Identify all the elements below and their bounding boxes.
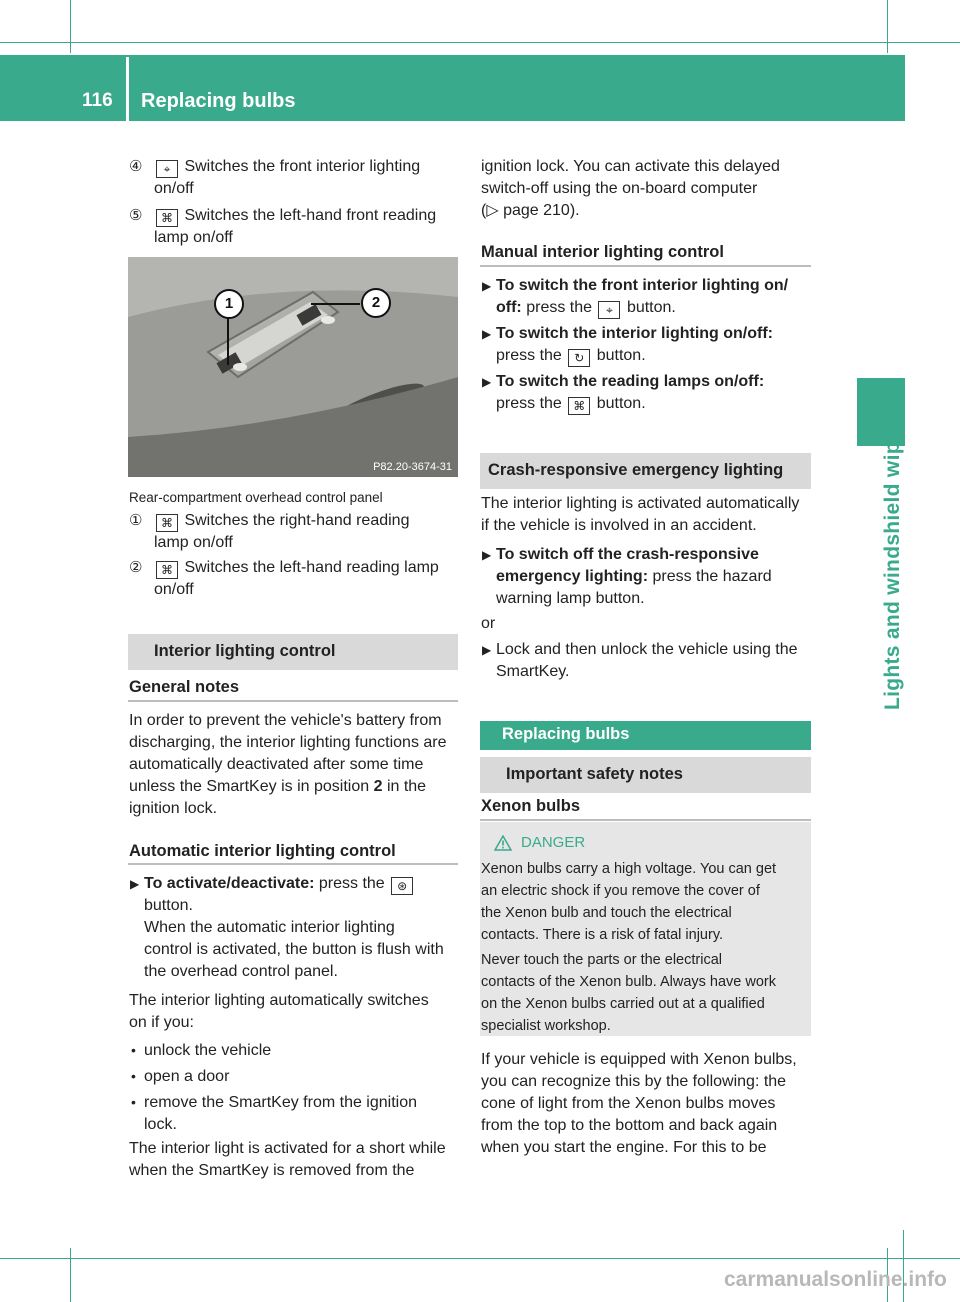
bullet-item: unlock the vehicle [144, 1042, 272, 1059]
crop-mark [70, 1248, 71, 1302]
manual-step-2-rest: press the [496, 347, 562, 364]
heading-rule [480, 265, 811, 267]
crop-mark [887, 0, 888, 53]
switches-line-2: on if you: [129, 1014, 194, 1031]
xenon-line-4: from the top to the bottom and back again [481, 1117, 778, 1134]
photo-caption: Rear-compartment overhead control panel [129, 490, 383, 505]
general-line-3: automatically deactivated after some time [129, 756, 424, 773]
reading-lamp-icon: ⌘ [156, 514, 178, 532]
xenon-line-2: you can recognize this by the following: the [481, 1073, 787, 1090]
general-line-4 [129, 776, 426, 798]
item-4-cont: on/off [154, 180, 194, 197]
bullet-icon: • [131, 1068, 136, 1084]
bullet-icon: • [131, 1042, 136, 1058]
danger-line-5: Never touch the parts or the electrical [481, 952, 722, 968]
interior-light-icon: ↻ [568, 349, 590, 367]
item-4-label: Switches the front interior lighting [184, 158, 421, 175]
overhead-panel-illustration [128, 257, 458, 477]
general-notes-heading: General notes [129, 678, 240, 696]
final-line-2: when the SmartKey is removed from the [129, 1162, 415, 1179]
bullet-item: open a door [144, 1068, 230, 1085]
auto-light-icon: ⊛ [391, 877, 413, 895]
position-after: in the [386, 778, 427, 795]
bullet-item: remove the SmartKey from the ignition [144, 1094, 418, 1111]
reading-lamp-icon: ⌘ [568, 397, 590, 415]
item-4-text [154, 156, 420, 178]
header-bar [0, 55, 905, 121]
danger-line-2: an electric shock if you remove the cover of [481, 883, 760, 899]
crop-mark [0, 42, 960, 43]
callout-4: ④ [129, 158, 143, 175]
header-separator [126, 57, 129, 121]
item-2-text [154, 557, 439, 579]
xenon-line-1: If your vehicle is equipped with Xenon bulbs, [481, 1051, 797, 1068]
right-top-line-2: switch-off using the on-board computer [481, 180, 758, 197]
manual-step-2-line [496, 345, 646, 367]
activate-rest: press the [318, 875, 385, 892]
manual-step-1-line [496, 297, 676, 319]
crash-step-line2 [496, 566, 772, 588]
section-heading: Replacing bulbs [502, 725, 630, 743]
photo-reference: P82.20-3674-31 [373, 461, 452, 473]
section-heading: Important safety notes [506, 765, 683, 783]
manual-step-1-after: button. [626, 299, 676, 316]
danger-line-6: contacts of the Xenon bulb. Always have work [481, 974, 777, 990]
reading-lamp-icon: ⌘ [156, 209, 178, 227]
manual-step-3-rest: press the [496, 395, 562, 412]
manual-heading: Manual interior lighting control [481, 243, 724, 261]
manual-step-1-bold: To switch the front interior lighting on/ [496, 277, 789, 294]
general-line-2: discharging, the interior lighting functions are [129, 734, 447, 751]
reading-lamp-icon: ⌘ [156, 561, 178, 579]
item-1-text [154, 510, 409, 532]
automatic-heading: Automatic interior lighting control [129, 842, 396, 860]
xenon-line-5: when you start the engine. For this to be [481, 1139, 767, 1156]
lock-line-1: Lock and then unlock the vehicle using the [496, 641, 798, 658]
or-text: or [481, 615, 496, 632]
item-2-label: Switches the left-hand reading lamp [184, 559, 439, 576]
page-title: Replacing bulbs [141, 90, 296, 112]
manual-step-3-after: button. [596, 395, 646, 412]
step-arrow-icon: ▶ [482, 375, 492, 389]
front-interior-light-icon: ⌖ [156, 160, 178, 178]
heading-rule [128, 700, 458, 702]
step-arrow-icon: ▶ [482, 327, 492, 341]
lock-line-2: SmartKey. [496, 663, 570, 680]
right-top-line-1: ignition lock. You can activate this delayed [481, 158, 780, 175]
general-line-5: ignition lock. [129, 800, 218, 817]
danger-line-7: on the Xenon bulbs carried out at a qualified [481, 996, 765, 1012]
danger-line-4: contacts. There is a risk of fatal injury. [481, 927, 724, 943]
callout-5: ⑤ [129, 207, 143, 224]
step-arrow-icon: ▶ [130, 877, 140, 891]
bullet-icon: • [131, 1094, 136, 1110]
manual-step-2-after: button. [596, 347, 646, 364]
danger-line-1: Xenon bulbs carry a high voltage. You can get [481, 861, 777, 877]
heading-rule [480, 819, 811, 821]
danger-line-3: the Xenon bulb and touch the electrical [481, 905, 732, 921]
watermark: carmanualsonline.info [724, 1268, 947, 1291]
danger-line-8: specialist workshop. [481, 1018, 611, 1034]
bullet-item-cont: lock. [144, 1116, 177, 1133]
activate-bold: To activate/deactivate: [144, 875, 315, 892]
section-interior-lighting [128, 634, 458, 670]
manual-step-2-bold: To switch the interior lighting on/off: [496, 325, 773, 342]
activate-line-4: the overhead control panel. [144, 963, 338, 980]
callout-1: ① [129, 512, 143, 529]
section-crash-responsive [480, 453, 811, 489]
crop-mark [70, 0, 71, 53]
item-2-cont: on/off [154, 581, 194, 598]
manual-step-3-line [496, 393, 646, 415]
xenon-line-3: cone of light from the Xenon bulbs moves [481, 1095, 776, 1112]
heading-rule [128, 863, 458, 865]
section-heading: Interior lighting control [154, 642, 336, 660]
step-arrow-icon: ▶ [482, 643, 492, 657]
manual-step-1-rest: press the [526, 299, 593, 316]
activate-step [144, 873, 415, 895]
crash-line-2: if the vehicle is involved in an accident. [481, 517, 757, 534]
warning-triangle-icon [494, 835, 512, 851]
photo-callout-2: 2 [361, 288, 391, 318]
overhead-panel-photo [128, 257, 458, 477]
final-line-1: The interior light is activated for a short while [129, 1140, 446, 1157]
photo-callout-1: 1 [214, 289, 244, 319]
chapter-side-label: Lights and windshield wipers [881, 408, 904, 710]
manual-step-1-bold2: off: [496, 299, 522, 316]
activate-line-1: button. [144, 897, 193, 914]
page-reference-link[interactable]: (▷ page 210). [481, 202, 580, 219]
crash-step-bold2: emergency lighting: [496, 568, 649, 585]
general-line-4-text: unless the SmartKey is in position [129, 778, 370, 795]
crash-step-bold1: To switch off the crash-responsive [496, 546, 759, 563]
item-5-cont: lamp on/off [154, 229, 233, 246]
section-heading: Crash-responsive emergency lighting [488, 461, 784, 479]
crash-line-1: The interior lighting is activated automatically [481, 495, 800, 512]
item-1-cont: lamp on/off [154, 534, 233, 551]
position-value: 2 [373, 778, 383, 795]
item-5-label: Switches the left-hand front reading [184, 207, 437, 224]
crash-step-line3: warning lamp button. [496, 590, 645, 607]
crop-mark [0, 1258, 960, 1259]
general-line-1: In order to prevent the vehicle's battery from [129, 712, 442, 729]
front-interior-light-icon: ⌖ [598, 301, 620, 319]
switches-line-1: The interior lighting automatically switches [129, 992, 429, 1009]
activate-line-2: When the automatic interior lighting [144, 919, 395, 936]
section-replacing-bulbs [480, 721, 811, 750]
crash-step-rest: press the hazard [652, 568, 772, 585]
section-safety-notes [480, 757, 811, 793]
step-arrow-icon: ▶ [482, 548, 492, 562]
page-number: 116 [82, 90, 113, 111]
xenon-heading: Xenon bulbs [481, 797, 580, 815]
item-1-label: Switches the right-hand reading [184, 512, 410, 529]
manual-step-3-bold: To switch the reading lamps on/off: [496, 373, 765, 390]
callout-2: ② [129, 559, 143, 576]
item-5-text [154, 205, 436, 227]
step-arrow-icon: ▶ [482, 279, 492, 293]
danger-box [480, 822, 811, 1036]
danger-label: DANGER [521, 834, 586, 851]
activate-line-3: control is activated, the button is flush with [144, 941, 444, 958]
